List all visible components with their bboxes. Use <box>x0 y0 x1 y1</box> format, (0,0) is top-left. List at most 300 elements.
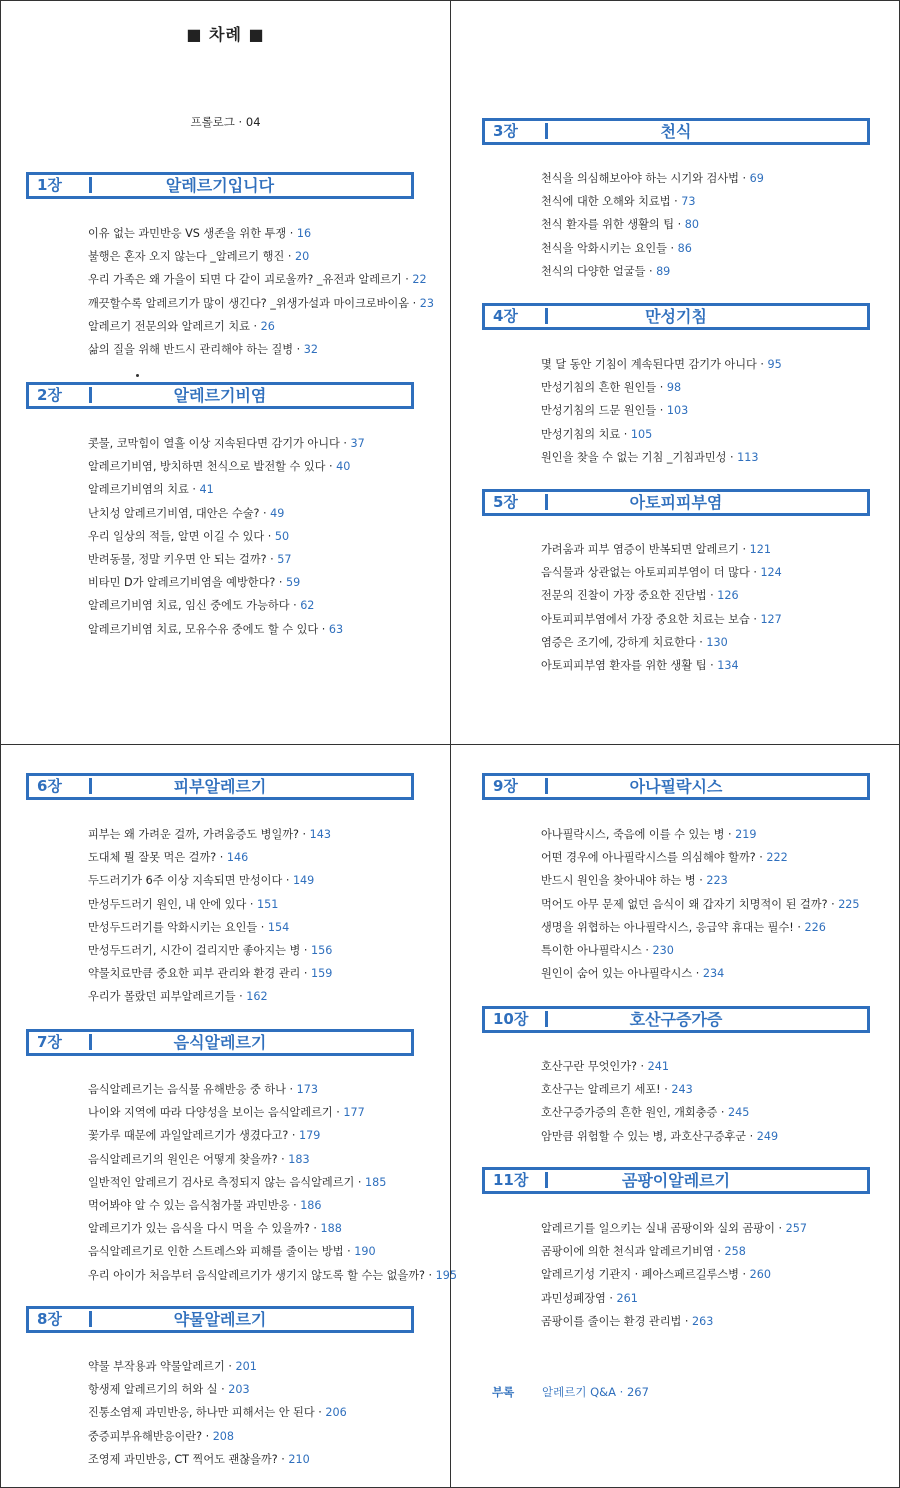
chapter-number: 6장 <box>37 777 62 795</box>
stray-dot <box>136 374 139 377</box>
entry-separator: · <box>756 358 768 371</box>
toc-entry <box>88 478 365 501</box>
toc-entry <box>541 1055 778 1078</box>
chapter-header-11 <box>482 1167 870 1194</box>
entry-page: 89 <box>656 264 671 278</box>
toc-entry <box>88 594 365 617</box>
toc-entry <box>88 1264 457 1287</box>
toc-entry <box>541 237 764 260</box>
toc-entry <box>88 1124 457 1147</box>
entry-separator: · <box>246 897 257 911</box>
entry-text: 알레르기를 일으키는 실내 곰팡이와 실외 곰팡이 <box>541 1222 775 1235</box>
entry-text: 곰팡이에 의한 천식과 알레르기비염 <box>541 1245 714 1259</box>
toc-entry <box>88 1171 457 1194</box>
entry-text: 비타민 D가 알레르기비염을 예방한다? <box>88 576 276 590</box>
entry-text: 가려움과 피부 염증이 반복되면 알레르기 <box>541 543 739 556</box>
toc-entry <box>88 525 365 548</box>
entry-text: 천식을 악화시키는 요인들 <box>541 241 667 255</box>
entry-text: 호산구는 알레르기 세포! <box>541 1083 661 1097</box>
chapter-header-8 <box>26 1306 414 1333</box>
entry-page: 257 <box>785 1222 807 1235</box>
toc-entry <box>541 167 764 190</box>
entry-separator: · <box>641 943 653 957</box>
toc-entry <box>541 376 782 399</box>
entry-separator: · <box>695 635 707 649</box>
entry-text: 만성두드러기, 시간이 걸리지만 좋아지는 병 <box>88 943 301 957</box>
entry-page: 105 <box>630 427 653 441</box>
entry-text: 깨끗할수록 알레르기가 많이 생긴다? _위생가설과 마이크로바이옴 <box>88 296 410 310</box>
entry-text: 삶의 질을 위해 반드시 관리해야 하는 질병 <box>88 342 294 356</box>
entry-separator: · <box>343 1245 355 1259</box>
chapter-number: 10장 <box>493 1010 529 1028</box>
chapter-number: 4장 <box>493 307 518 325</box>
entry-text: 원인을 찾을 수 없는 기침 _기침과민성 <box>541 450 727 464</box>
entry-text: 호산구란 무엇인가? <box>541 1060 637 1073</box>
entry-text: 음식알레르기로 인한 스트레스와 피해를 줄이는 방법 <box>88 1245 344 1259</box>
toc-entry <box>541 1125 778 1148</box>
chapter-entries-3 <box>541 167 764 283</box>
entry-text: 만성기침의 드문 원인들 <box>541 404 657 418</box>
toc-entry <box>88 268 434 291</box>
entry-separator: · <box>339 437 351 450</box>
entry-separator: · <box>656 404 667 418</box>
entry-separator: · <box>314 1406 326 1420</box>
toc-entry <box>541 1287 807 1310</box>
entry-text: 이유 없는 과민반응 VS 생존을 위한 투쟁 <box>88 227 287 240</box>
entry-text: 원인이 숨어 있는 아나필락시스 <box>541 967 693 981</box>
entry-separator: · <box>275 576 287 590</box>
entry-separator: · <box>224 1360 236 1373</box>
entry-separator: · <box>726 450 738 464</box>
toc-entry <box>88 1101 457 1124</box>
chapter-entries-10 <box>541 1055 778 1148</box>
entry-page: 243 <box>671 1083 693 1097</box>
chapter-divider <box>89 177 92 193</box>
entry-text: 항생제 알레르기의 허와 실 <box>88 1383 218 1397</box>
chapter-number: 11장 <box>493 1171 529 1189</box>
toc-entry <box>541 608 782 631</box>
entry-separator: · <box>318 622 329 636</box>
entry-text: 곰팡이를 줄이는 환경 관리법 <box>541 1314 682 1328</box>
entry-page: 258 <box>724 1245 746 1259</box>
entry-separator: · <box>235 990 247 1004</box>
toc-entry <box>88 823 332 846</box>
toc-entry <box>541 869 860 892</box>
entry-page: 49 <box>270 506 285 520</box>
chapter-header-6 <box>26 773 414 800</box>
entry-separator: · <box>660 1083 672 1097</box>
chapter-title: 만성기침 <box>645 307 707 326</box>
entry-page: 126 <box>717 589 739 603</box>
entry-separator: · <box>277 1452 289 1466</box>
entry-page: 263 <box>692 1314 714 1328</box>
entry-separator: · <box>793 920 805 934</box>
toc-entry <box>541 190 764 213</box>
entry-separator: · <box>692 967 703 981</box>
toc-entry <box>541 213 764 236</box>
toc-entry <box>88 571 365 594</box>
entry-separator: · <box>309 1222 321 1236</box>
entry-page: 245 <box>728 1106 750 1120</box>
chapter-divider <box>89 1311 92 1327</box>
entry-separator: · <box>300 967 311 981</box>
entry-text: 피부는 왜 가려운 걸까, 가려움증도 병일까? <box>88 828 299 841</box>
entry-text: 알레르기가 있는 음식을 다시 먹을 수 있을까? <box>88 1222 310 1236</box>
entry-separator: · <box>282 874 293 888</box>
toc-entry <box>88 245 434 268</box>
entry-page: 203 <box>228 1383 250 1397</box>
toc-entry <box>541 823 860 846</box>
entry-page: 143 <box>309 828 332 841</box>
entry-text: 불행은 혼자 오지 않는다 _알레르기 행진 <box>88 250 285 264</box>
entry-separator: · <box>249 319 261 333</box>
toc-entry <box>88 869 332 892</box>
entry-page: 173 <box>296 1083 318 1096</box>
entry-page: 159 <box>310 967 333 981</box>
entry-page: 57 <box>277 552 292 566</box>
entry-page: 249 <box>756 1129 779 1143</box>
chapter-number: 9장 <box>493 777 518 795</box>
entry-text: 만성기침의 치료 <box>541 427 621 441</box>
entry-text: 반려동물, 정말 키우면 안 되는 걸까? <box>88 552 267 566</box>
entry-text: 생명을 위협하는 아나필락시스, 응급약 휴대는 필수! <box>541 920 794 934</box>
entry-page: 121 <box>749 543 771 556</box>
toc-entry <box>88 1240 457 1263</box>
toc-entry <box>88 315 434 338</box>
entry-separator: · <box>285 1083 297 1096</box>
chapter-title: 아나필락시스 <box>629 777 723 796</box>
entry-page: 20 <box>294 250 310 264</box>
entry-separator: · <box>738 543 750 556</box>
entry-text: 천식 환자를 위한 생활의 팁 <box>541 218 675 232</box>
entry-text: 알레르기성 기관지 · 폐아스페르길루스병 <box>541 1268 739 1282</box>
chapter-header-1 <box>26 172 414 199</box>
entry-text: 만성기침의 흔한 원인들 <box>541 381 657 395</box>
entry-page: 210 <box>288 1452 310 1466</box>
chapter-header-2 <box>26 382 414 409</box>
toc-entry <box>88 939 332 962</box>
prologue-entry: 프롤로그 · 04 <box>190 115 261 129</box>
entry-page: 206 <box>325 1406 347 1420</box>
chapter-divider <box>89 387 92 403</box>
toc-entry <box>541 1263 807 1286</box>
entry-separator: · <box>216 851 227 865</box>
entry-separator: · <box>656 381 667 395</box>
entry-text: 약물치료만큼 중요한 피부 관리와 환경 관리 <box>88 967 301 981</box>
entry-page: 149 <box>292 874 315 888</box>
chapter-header-3 <box>482 118 870 145</box>
entry-text: 알레르기비염 치료, 모유수유 중에도 할 수 있다 <box>88 622 319 636</box>
chapter-divider <box>545 123 548 139</box>
chapter-title: 호산구증가증 <box>629 1010 723 1029</box>
entry-separator: · <box>289 1198 301 1212</box>
entry-page: 154 <box>267 920 290 934</box>
entry-page: 95 <box>767 358 782 371</box>
chapter-title: 약물알레르기 <box>173 1310 267 1329</box>
chapter-title: 천식 <box>660 122 692 141</box>
toc-entry <box>88 292 434 315</box>
entry-text: 천식을 의심해보아야 하는 시기와 검사법 <box>541 172 739 185</box>
toc-entry <box>541 893 860 916</box>
entry-separator: · <box>289 599 301 613</box>
entry-separator: · <box>299 828 310 841</box>
entry-page: 86 <box>677 241 692 255</box>
chapter-title: 피부알레르기 <box>173 777 267 796</box>
entry-separator: · <box>746 1129 757 1143</box>
toc-entry <box>541 631 782 654</box>
toc-entry <box>88 1078 457 1101</box>
entry-page: 234 <box>702 967 725 981</box>
entry-page: 16 <box>296 227 312 240</box>
entry-text: 만성두드러기를 악화시키는 요인들 <box>88 920 258 934</box>
entry-separator: · <box>325 460 337 474</box>
chapter-header-7 <box>26 1029 414 1056</box>
entry-page: 185 <box>365 1175 387 1189</box>
chapter-divider <box>89 778 92 794</box>
entry-page: 41 <box>199 483 214 497</box>
entry-page: 195 <box>435 1268 458 1282</box>
toc-entry <box>541 446 782 469</box>
toc-entry <box>88 1378 347 1401</box>
entry-separator: · <box>217 1383 229 1397</box>
toc-title: ■ 차례 ■ <box>186 25 265 44</box>
toc-entry <box>88 1425 347 1448</box>
entry-text: 특이한 아나필락시스 <box>541 943 642 957</box>
entry-text: 과민성폐장염 <box>541 1291 606 1305</box>
chapter-title: 곰팡이알레르기 <box>621 1171 731 1190</box>
entry-text: 아나필락시스, 죽음에 이를 수 있는 병 <box>541 828 725 841</box>
toc-entry <box>541 916 860 939</box>
entry-separator: · <box>706 658 718 672</box>
toc-entry <box>541 423 782 446</box>
toc-entry <box>88 338 434 361</box>
toc-entry <box>541 846 860 869</box>
entry-text: 중증피부유해반응이란? <box>88 1429 203 1443</box>
entry-separator: · <box>202 1429 213 1443</box>
chapter-divider <box>545 778 548 794</box>
entry-separator: · <box>749 612 761 626</box>
toc-entry <box>88 1217 457 1240</box>
entry-page: 219 <box>735 828 757 841</box>
entry-page: 222 <box>766 851 788 865</box>
entry-text: 염증은 조기에, 강하게 치료한다 <box>541 635 696 649</box>
entry-page: 223 <box>706 874 728 888</box>
chapter-number: 8장 <box>37 1310 62 1328</box>
entry-separator: · <box>827 897 839 911</box>
toc-entry <box>88 432 365 455</box>
entry-page: 241 <box>647 1060 669 1073</box>
chapter-divider <box>545 1172 548 1188</box>
toc-entry <box>88 1401 347 1424</box>
entry-page: 226 <box>804 920 826 934</box>
chapter-entries-9 <box>541 823 860 985</box>
entry-page: 260 <box>749 1268 771 1282</box>
entry-separator: · <box>188 483 200 497</box>
entry-page: 208 <box>212 1429 235 1443</box>
chapter-entries-5 <box>541 538 782 677</box>
chapter-header-10 <box>482 1006 870 1033</box>
entry-text: 알레르기비염, 방치하면 천식으로 발전할 수 있다 <box>88 460 326 474</box>
entry-separator: · <box>749 566 761 580</box>
toc-entry <box>88 502 365 525</box>
entry-page: 73 <box>681 195 696 209</box>
entry-text: 도대체 뭘 잘못 먹은 걸까? <box>88 851 217 865</box>
entry-page: 177 <box>343 1106 365 1120</box>
entry-page: 201 <box>235 1360 257 1373</box>
chapter-title: 음식알레르기 <box>173 1033 267 1052</box>
chapter-divider <box>545 308 548 324</box>
entry-page: 188 <box>320 1222 342 1236</box>
entry-text: 일반적인 알레르기 검사로 측정되지 않는 음식알레르기 <box>88 1175 355 1189</box>
entry-page: 59 <box>286 576 301 590</box>
entry-text: 천식의 다양한 얼굴들 <box>541 264 646 278</box>
entry-separator: · <box>300 943 311 957</box>
entry-page: 156 <box>310 943 333 957</box>
entry-text: 음식알레르기는 음식물 유해반응 중 하나 <box>88 1083 286 1096</box>
entry-separator: · <box>277 1152 289 1166</box>
chapter-entries-4 <box>541 353 782 469</box>
entry-page: 162 <box>246 990 268 1004</box>
toc-entry <box>88 985 332 1008</box>
entry-text: 우리 일상의 적들, 알면 이길 수 있다 <box>88 529 265 543</box>
toc-entry <box>541 1240 807 1263</box>
entry-page: 98 <box>666 381 682 395</box>
entry-text: 천식에 대한 오해와 치료법 <box>541 195 671 209</box>
toc-entry <box>541 1101 778 1124</box>
entry-text: 알레르기비염의 치료 <box>88 483 189 497</box>
entry-page: 134 <box>717 658 739 672</box>
entry-separator: · <box>695 874 707 888</box>
entry-page: 69 <box>749 172 764 185</box>
entry-page: 230 <box>652 943 674 957</box>
chapter-number: 1장 <box>37 176 62 194</box>
chapter-entries-6 <box>88 823 332 1009</box>
entry-separator: · <box>257 920 268 934</box>
toc-entry <box>88 222 434 245</box>
entry-page: 32 <box>303 342 318 356</box>
appendix-text: 알레르기 Q&A · 267 <box>542 1385 649 1399</box>
entry-page: 62 <box>300 599 315 613</box>
toc-entry <box>541 1217 807 1240</box>
toc-entry <box>88 618 365 641</box>
toc-entry <box>541 654 782 677</box>
entry-text: 콧물, 코막힘이 열흘 이상 지속된다면 감기가 아니다 <box>88 437 340 450</box>
entry-text: 호산구증가증의 흔한 원인, 개회충증 <box>541 1106 718 1120</box>
entry-page: 183 <box>288 1152 310 1166</box>
toc-entry <box>88 962 332 985</box>
entry-separator: · <box>774 1222 786 1235</box>
chapter-divider <box>89 1034 92 1050</box>
entry-page: 124 <box>760 566 782 580</box>
entry-separator: · <box>293 342 304 356</box>
entry-text: 약물 부작용과 약물알레르기 <box>88 1360 225 1373</box>
entry-separator: · <box>264 529 275 543</box>
entry-text: 암만큼 위험할 수 있는 병, 과호산구증후군 <box>541 1129 747 1143</box>
entry-page: 40 <box>336 460 351 474</box>
entry-page: 151 <box>256 897 279 911</box>
chapter-divider <box>545 494 548 510</box>
entry-text: 아토피피부염 환자를 위한 생활 팁 <box>541 658 707 672</box>
chapter-entries-2 <box>88 432 365 641</box>
entry-page: 103 <box>666 404 689 418</box>
toc-entry <box>541 260 764 283</box>
chapter-number: 5장 <box>493 493 518 511</box>
toc-entry <box>88 548 365 571</box>
entry-separator: · <box>354 1175 366 1189</box>
entry-page: 23 <box>419 296 435 310</box>
entry-separator: · <box>605 1291 617 1305</box>
toc-entry <box>541 1078 778 1101</box>
toc-entry <box>88 1194 457 1217</box>
entry-text: 진통소염제 과민반응, 하나만 피해서는 안 된다 <box>88 1406 315 1420</box>
entry-separator: · <box>266 552 278 566</box>
entry-page: 50 <box>274 529 290 543</box>
entry-text: 아토피피부염에서 가장 중요한 치료는 보습 <box>541 612 750 626</box>
toc-entry <box>541 584 782 607</box>
chapter-number: 2장 <box>37 386 62 404</box>
chapter-header-9 <box>482 773 870 800</box>
entry-separator: · <box>667 241 678 255</box>
entry-separator: · <box>713 1245 725 1259</box>
entry-page: 146 <box>226 851 249 865</box>
entry-page: 113 <box>737 450 759 464</box>
appendix-label: 부록 <box>492 1385 515 1399</box>
entry-page: 63 <box>328 622 344 636</box>
entry-page: 261 <box>616 1291 638 1305</box>
entry-separator: · <box>288 1129 300 1143</box>
toc-entry <box>541 939 860 962</box>
entry-text: 알레르기 전문의와 알레르기 치료 <box>88 319 250 333</box>
entry-page: 127 <box>760 612 782 626</box>
entry-separator: · <box>401 273 413 287</box>
entry-text: 우리 아이가 처음부터 음식알레르기가 생기지 않도록 할 수는 없을까? <box>88 1268 425 1282</box>
entry-separator: · <box>286 227 297 240</box>
chapter-title: 아토피피부염 <box>629 493 723 512</box>
entry-page: 225 <box>838 897 860 911</box>
toc-entry <box>88 1355 347 1378</box>
entry-separator: · <box>681 1314 693 1328</box>
chapter-entries-11 <box>541 1217 807 1333</box>
entry-separator: · <box>738 1268 750 1282</box>
entry-separator: · <box>706 589 718 603</box>
entry-text: 음식알레르기의 원인은 어떻게 찾을까? <box>88 1152 278 1166</box>
entry-separator: · <box>755 851 767 865</box>
entry-page: 179 <box>299 1129 321 1143</box>
chapter-title: 알레르기입니다 <box>165 176 275 195</box>
toc-entry <box>541 962 860 985</box>
entry-page: 186 <box>300 1198 322 1212</box>
toc-entry <box>88 916 332 939</box>
entry-page: 190 <box>354 1245 376 1259</box>
toc-entry <box>88 1148 457 1171</box>
entry-page: 80 <box>684 218 700 232</box>
entry-separator: · <box>674 218 685 232</box>
entry-text: 음식물과 상관없는 아토피피부염이 더 많다 <box>541 566 750 580</box>
chapter-divider <box>545 1011 548 1027</box>
entry-text: 반드시 원인을 찾아내야 하는 병 <box>541 874 696 888</box>
entry-page: 130 <box>706 635 728 649</box>
entry-text: 먹어도 아무 문제 없던 음식이 왜 갑자기 치명적이 된 걸까? <box>541 897 828 911</box>
entry-text: 우리가 몰랐던 피부알레르기들 <box>88 990 236 1004</box>
toc-entry <box>541 561 782 584</box>
entry-separator: · <box>284 250 295 264</box>
chapter-header-5 <box>482 489 870 516</box>
entry-text: 두드러기가 6주 이상 지속되면 만성이다 <box>88 874 283 888</box>
entry-text: 난치성 알레르기비염, 대안은 수술? <box>88 506 260 520</box>
entry-separator: · <box>636 1060 648 1073</box>
entry-page: 26 <box>260 319 275 333</box>
entry-text: 알레르기비염 치료, 임신 중에도 가능하다 <box>88 599 290 613</box>
